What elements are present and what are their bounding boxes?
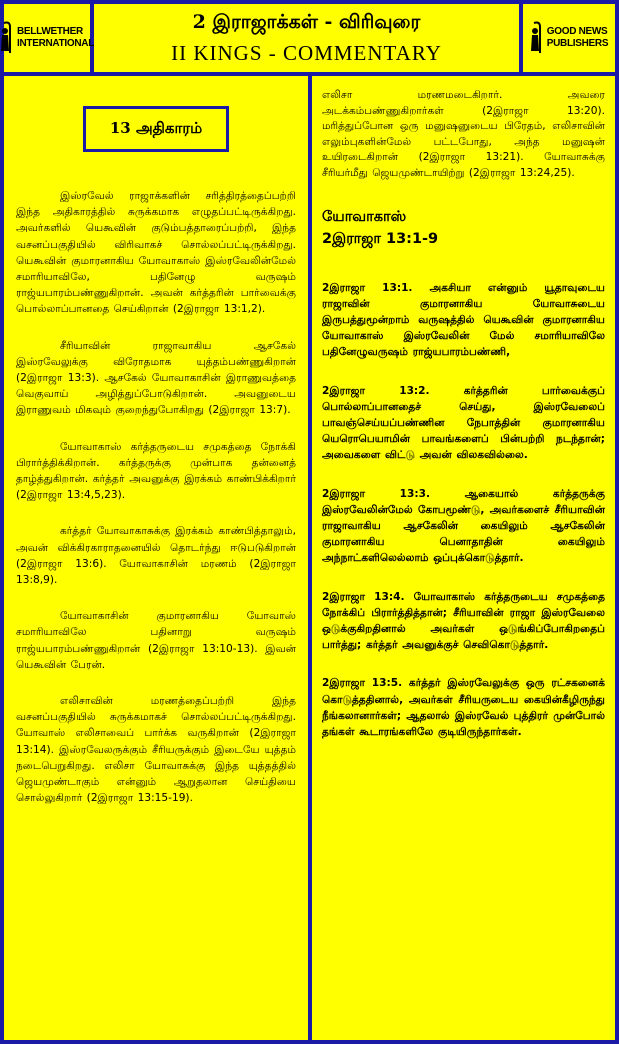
verse-paragraph: 2இராஜா 13:3. ஆகையால் கர்த்தருக்கு இஸ்ரவேலின்மேல் கோபமூண்டு, அவர்களைச் சீரியாவின் ராஜாவாகிய ஆசகேலின் கையிலும் ஆசகேலின் குமாரனாகிய பெனாதாதின் கையிலும் அந்நாட்களிலெல்லாம் ஒப்புக்கொடுத்தார். <box>322 487 605 565</box>
title-tamil: 2 இராஜாக்கள் - விரிவுரை <box>192 11 421 33</box>
column-divider <box>308 76 312 1040</box>
verse-paragraph: 2இராஜா 13:4. யோவாகாஸ் கர்த்தருடைய சமுகத்தை நோக்கிப் பிரார்த்தித்தான்; சீரியாவின் ராஜா இஸ்ரவேலை ஒடுக்குகிறதினால் அவர்கள் ஒடுங்கிப்போகிறதைப் பார்த்து; கர்த்தர் அவனுக்குச் செவிகொடுத்தார். <box>322 590 605 652</box>
logo-left-line-2: INTERNATIONAL <box>16 38 95 49</box>
page-header <box>4 4 615 76</box>
shepherd-icon <box>530 21 544 55</box>
bellwether-logo <box>4 4 94 72</box>
commentary-paragraph: யோவாகாஸ் கர்த்தருடைய சமுகத்தை நோக்கி பிரார்த்திக்கிறான். கர்த்தருக்கு முன்பாக தன்னைத் தாழ்த்துகிறான். கர்த்தர் அவனுக்கு இரக்கம் காண்பிக்கிறார் (2இராஜா 13:4,5,23). <box>16 440 296 502</box>
commentary-paragraph: எலிசாவின் மரணத்தைப்பற்றி இந்த வசனப்பகுதியில் சுருக்கமாகச் சொல்லப்பட்டிருக்கிறது. யோவாஸ் எலிசாவைப் பார்க்க வருகிறான் (2இராஜா 13:14). இஸ்ரவேலருக்கும் சீரியருக்கும் இடையே யுத்தம் நடைபெறுகிறது. எலிசா யோவாசுக்கு இந்த யுத்தத்தில் ஜெயமுண்டாகும் என்னும் ஆறுதலான செய்தியை சொல்லுகிறார் (2இராஜா 13:15-19). <box>16 695 296 805</box>
logo-right-line-1: GOOD NEWS <box>546 26 608 37</box>
commentary-paragraph: இஸ்ரவேல் ராஜாக்களின் சரித்திரத்தைப்பற்றி இந்த அதிகாரத்தில் சுருக்கமாக எழுதப்பட்டிருக்கிறது. அவர்களில் யெகூவின் குடும்பத்தாரைப்பற்றி, இந்த வசனப்பகுதியில் விரிவாகச் சொல்லப்பட்டிருக்கிறது. யெகூவின் குமாரனாகிய யோவாகாஸ் இஸ்ரவேலின்மேல் சமாரியாவிலே, பதினேழு வருஷம் ராஜ்யபாரம்பண்ணுகிறான். அவன் கர்த்தரின் பார்வைக்கு பொல்லாப்பானதை செய்கிறான் (2இராஜா 13:1,2). <box>16 190 296 316</box>
left-column <box>8 80 304 1036</box>
commentary-paragraph: கர்த்தர் யோவாகாசுக்கு இரக்கம் காண்பித்தாலும், அவன் விக்கிரகாராதனையில் தொடர்ந்து ஈடுபடுகிறான் (2இராஜா 13:6). யோவாகாசின் மரணம் (2இராஜா 13:8,9). <box>16 525 296 587</box>
section-heading <box>322 206 605 250</box>
logo-left-line-1: BELLWETHER <box>16 26 83 37</box>
chapter-title: 13 அதிகாரம் <box>83 106 229 152</box>
verse-paragraph: 2இராஜா 13:1. அகசியா என்னும் யூதாவுடைய ராஜாவின் குமாரனாகிய யோவாசுடைய இருபத்துமூன்றாம் வருஷத்தில் யெகூவின் குமாரனாகிய யோவாகாஸ் இஸ்ரவேலின் மேல் சமாரியாவிலே பதினேழுவருஷம் ராஜ்யபாரம்பண்ணி, <box>322 281 605 359</box>
intro-paragraph: எலிசா மரணமடைகிறார். அவரை அடக்கம்பண்ணுகிறார்கள் (2இராஜா 13:20). மரித்துப்போன ஒரு மனுஷனுடைய பிரேதம், எலிசாவின் எலும்புகளின்மேல் பட்டபோது, அந்த மனுஷன் உயிரடைகிறான் (2இராஜா 13:21). யோவாசுக்கு சீரியர்மீது ஜெயமுண்டாயிற்று (2இராஜா 13:24,25). <box>322 89 605 179</box>
right-column <box>316 80 611 1036</box>
title-english: II KINGS - COMMENTARY <box>171 41 442 65</box>
verse-paragraph: 2இராஜா 13:2. கர்த்தரின் பார்வைக்குப் பொல்லாப்பானதைச் செய்து, இஸ்ரவேலைப் பாவஞ்செய்யப்பண்ணின நேபாத்தின் குமாரனாகிய யெரொபெயாமின் பாவங்களைப் பின்பற்றி நடந்தான்; அவைகளை விட்டு அவன் விலகவில்லை. <box>322 384 605 462</box>
section-title: யோவாகாஸ் <box>322 208 407 225</box>
commentary-paragraph: யோவாகாசின் குமாரனாகிய யோவாஸ் சமாரியாவிலே பதினாறு வருஷம் ராஜ்யபாரம்பண்ணுகிறான் (2இராஜா 13:10-13). இவன் யெகூவின் பேரன். <box>16 610 296 671</box>
verse-paragraph: 2இராஜா 13:5. கர்த்தர் இஸ்ரவேலுக்கு ஒரு ரட்சகனைக் கொடுத்ததினால், அவர்கள் சீரியருடைய கையின்கீழிருந்து நீங்கலானார்கள்; ஆதலால் இஸ்ரவேல் புத்திரர் முன்போல் தங்கள் கூடாரங்களிலே குடியிருந்தார்கள். <box>322 677 605 739</box>
commentary-paragraph: சீரியாவின் ராஜாவாகிய ஆசகேல் இஸ்ரவேலுக்கு விரோதமாக யுத்தம்பண்ணுகிறான் (2இராஜா 13:3). ஆசகேல் யோவாகாசின் இராணுவத்தை வெகுவாய் அழித்துப்போடுகிறான். அவனுடைய இராணுவம் மிகவும் குறைந்துபோகிறது (2இராஜா 13:7). <box>16 339 296 417</box>
title-block <box>94 4 519 72</box>
logo-right-line-2: PUBLISHERS <box>546 38 609 49</box>
section-reference: 2இராஜா 13:1-9 <box>322 230 439 247</box>
shepherd-icon <box>0 21 14 55</box>
good-news-logo <box>519 4 615 72</box>
